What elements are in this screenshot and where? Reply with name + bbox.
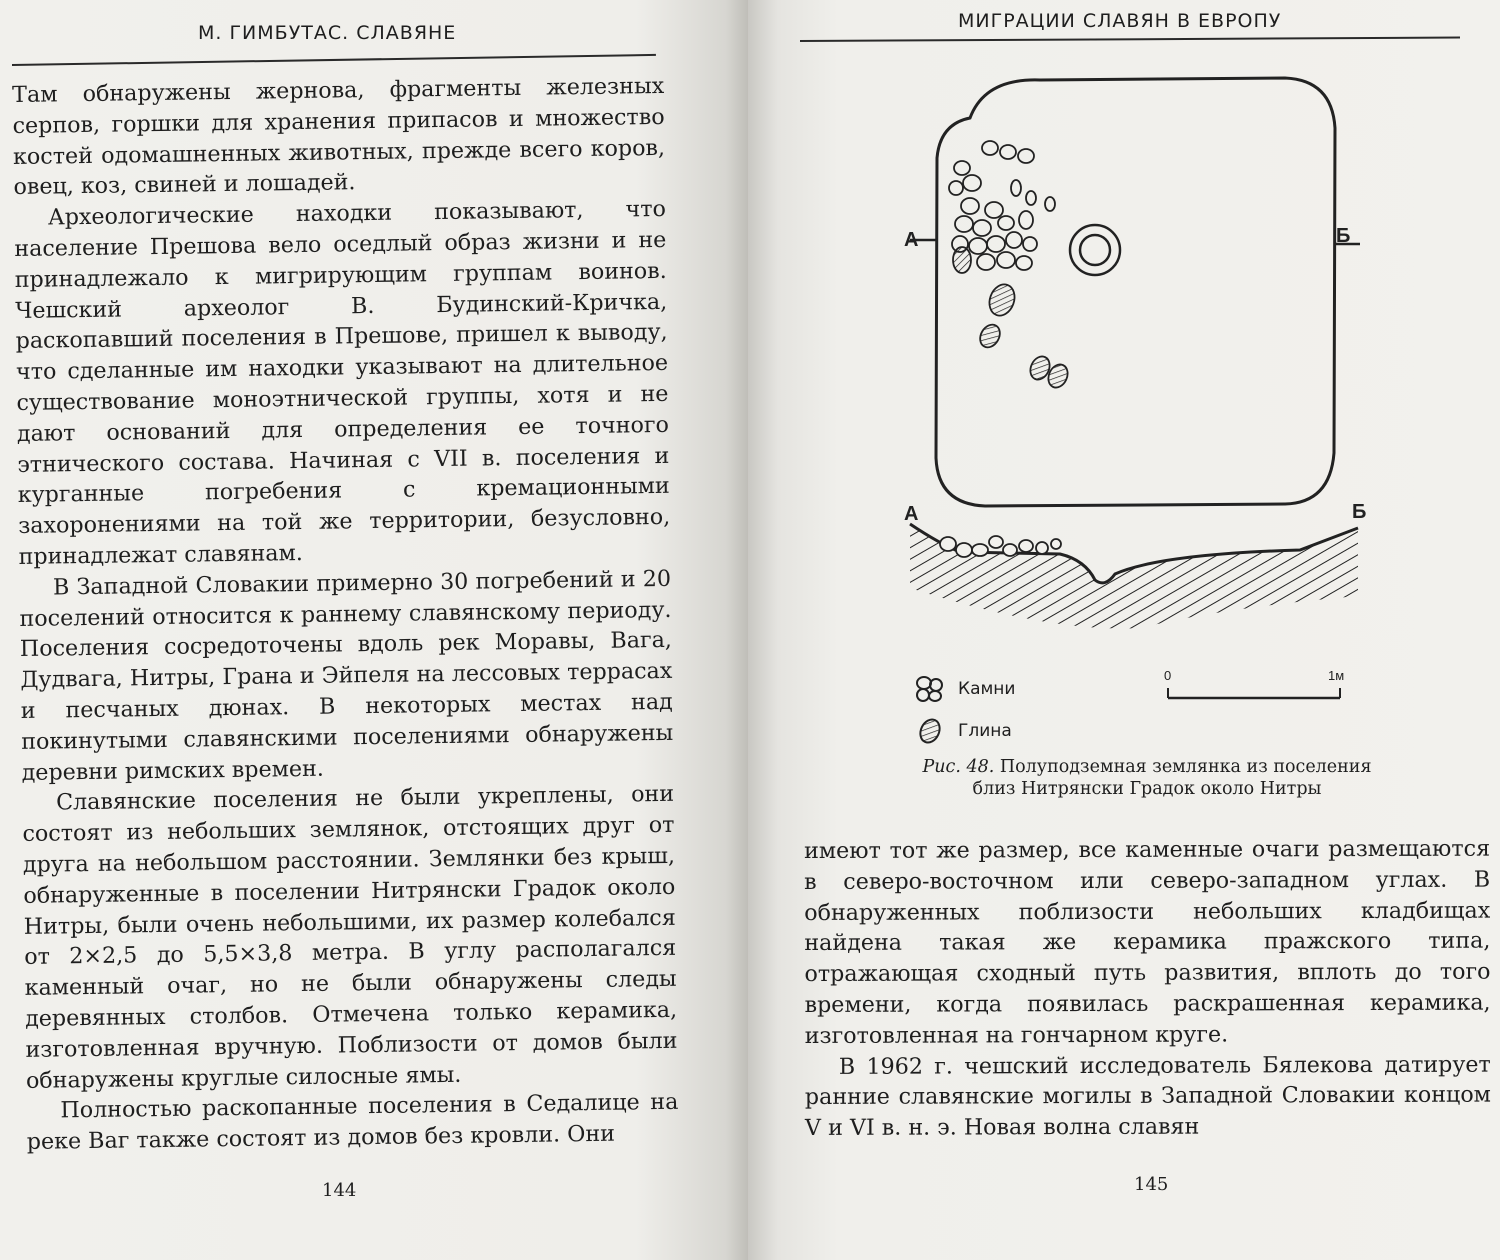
section-ground xyxy=(910,524,1358,629)
figure-caption-text: Полуподземная землянка из поселения близ Нитрянски Градок около Нитры xyxy=(972,757,1372,799)
left-page xyxy=(0,0,748,1260)
left-paragraph: Славянские поселения не были укреплены, они состоят из небольших землянок, отстоящих друг от друга на небольшом расстоянии. Землянки без крыш, обнаруженные в поселении Нитрянски Градок около Нитры, были очень небольшими, их размер колебался от 2×2,5 до 5,5×3,8 метра. В углу располагался каменный очаг, но не были обнаружены следы деревянных столбов. Отмечена только керамика, изготовленная вручную. Поблизости от домов были обнаружены круглые силосные ямы. xyxy=(22,781,678,1094)
left-header-rule xyxy=(12,54,656,66)
scale-end-label: 1м xyxy=(1328,668,1345,683)
left-page-number: 144 xyxy=(322,1180,357,1201)
plan-label-a: А xyxy=(904,229,919,251)
stones-icon xyxy=(912,674,948,704)
right-page-number: 145 xyxy=(1134,1174,1169,1195)
clay-icon xyxy=(912,716,948,746)
figure-caption-label: Рис. 48. xyxy=(922,757,995,777)
scale-start-label: 0 xyxy=(1164,668,1172,683)
scale-bar xyxy=(1160,660,1350,710)
plan-label-b: Б xyxy=(1336,225,1351,247)
section-label-b: Б xyxy=(1352,501,1367,523)
figure-caption xyxy=(902,756,1392,800)
legend-label-clay: Глина xyxy=(958,721,1012,741)
legend-row-stones xyxy=(912,668,1015,710)
right-body-text xyxy=(804,834,1491,1144)
legend-label-stones: Камни xyxy=(958,679,1016,699)
right-paragraph: В 1962 г. чешский исследователь Бялекова датирует ранние славянские могилы в Западной Словакии концом V и VI в. н. э. Новая волна славян xyxy=(804,1051,1491,1142)
legend-row-clay xyxy=(912,710,1015,752)
clay-patches xyxy=(953,247,1071,391)
right-paragraph: имеют тот же размер, все каменные очаги размещаются в северо-восточном или северо-западном углах. В обнаруженных поблизости небольших кладбищах найдена такая же керамика пражского типа, отражающая сходный путь развития, вплоть до того времени, когда появилась раскрашенная керамика, изготовленная на гончарном круге. xyxy=(804,835,1491,1049)
hearth-ring xyxy=(1070,225,1120,275)
left-paragraph: Там обнаружены жернова, фрагменты железных серпов, горшки для хранения припасов и множество костей одомашненных животных, прежде всего коров, овец, коз, свиней и лошадей. xyxy=(12,72,666,201)
left-paragraph: В Западной Словакии примерно 30 погребений и 20 поселений относится к раннему славянскому периоду. Поселения сосредоточены вдоль рек Моравы, Вага, Дудвага, Нитры, Грана и Эйпеля на лессовых террасах и песчаных дюнах. В некоторых местах над покинутыми славянскими поселениями обнаружены деревни римских времен. xyxy=(19,565,674,786)
figure-legend xyxy=(912,668,1015,752)
left-paragraph: Полностью раскопанные поселения в Седалице на реке Ваг также состоят из домов без кровли. Они xyxy=(26,1089,679,1155)
dugout-plan-drawing xyxy=(900,68,1380,648)
dugout-figure xyxy=(900,68,1380,648)
left-paragraph: Археологические находки показывают, что население Прешова вело оседлый образ жизни и не принадлежало к мигрирующим группам воинов. Чешский археолог В. Будинский-Кричка, раскопавший поселения в Прешове, пришел к выводу, что сделанные им находки указывают на длительное существование моноэтнической группы, хотя и не дают оснований для определения ее точного этнического состава. Начиная с VII в. поселения и курганные погребения с кремационными захоронениями на той же территории, безусловно, принадлежат славянам. xyxy=(14,196,671,570)
left-running-head: М. ГИМБУТАС. СЛАВЯНЕ xyxy=(198,22,457,44)
right-running-head: МИГРАЦИИ СЛАВЯН В ЕВРОПУ xyxy=(958,10,1282,32)
section-label-a: А xyxy=(904,503,919,525)
left-body-text xyxy=(12,71,679,1158)
